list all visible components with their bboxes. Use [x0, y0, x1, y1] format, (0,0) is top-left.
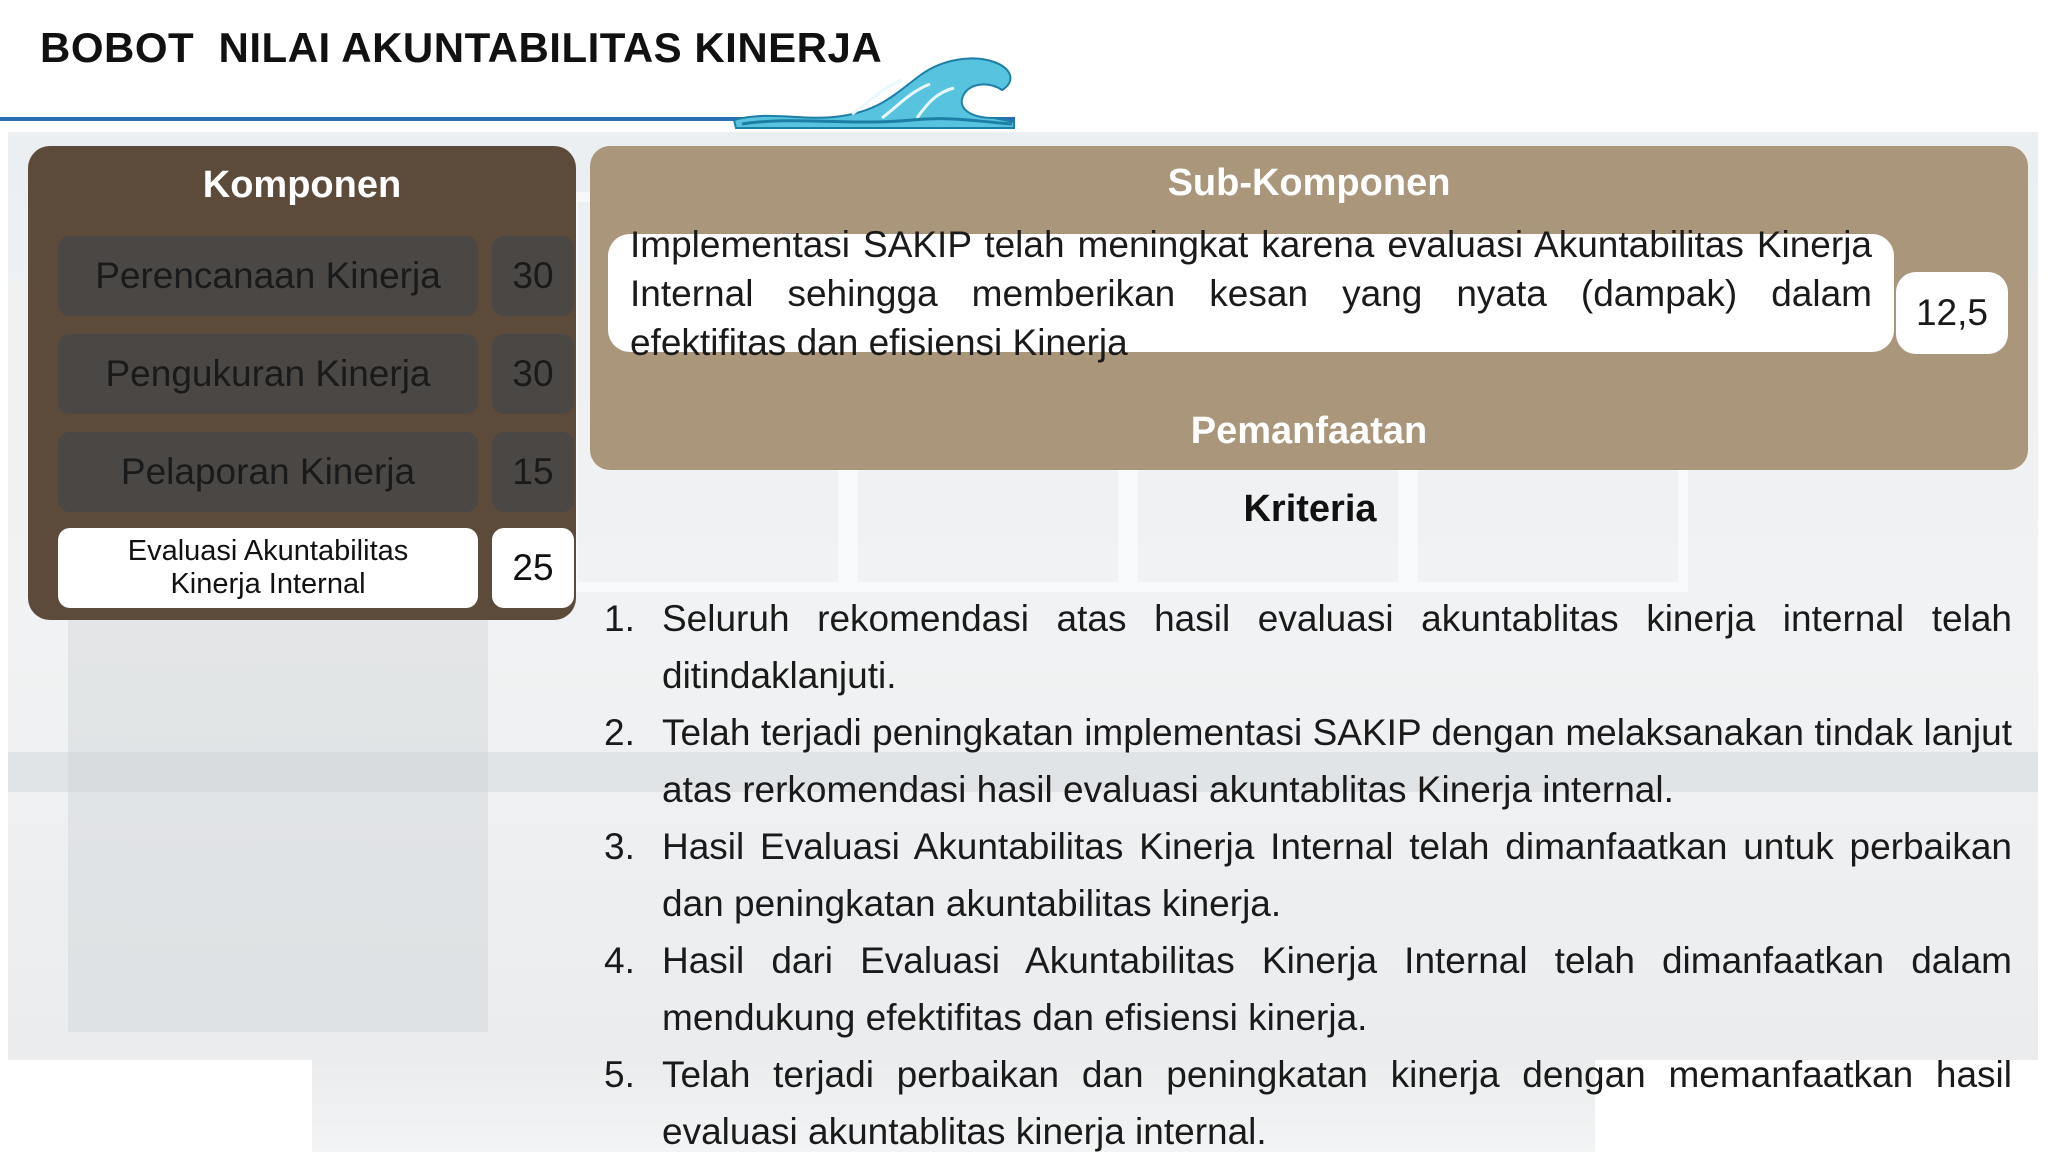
kriteria-text: Telah terjadi perbaikan dan peningkatan kinerja dengan memanfaatkan hasil evaluasi akuntablitas kinerja internal.	[662, 1054, 2012, 1152]
komponen-panel	[28, 146, 576, 620]
komponen-value: 30	[492, 334, 574, 414]
kriteria-number: 2.	[604, 712, 635, 753]
kriteria-text: Hasil dari Evaluasi Akuntabilitas Kinerja Internal telah dimanfaatkan dalam mendukung efektifitas dan efisiensi kinerja.	[662, 940, 2012, 1038]
komponen-heading: Komponen	[202, 164, 402, 206]
kriteria-item	[604, 1046, 2012, 1160]
sub-komponen-value: 12,5	[1896, 272, 2008, 354]
kriteria-heading: Kriteria	[1243, 488, 1377, 530]
komponen-value-highlighted: 25	[492, 528, 574, 608]
komponen-label: Perencanaan Kinerja	[58, 236, 478, 316]
wave-logo-icon	[732, 52, 1017, 130]
kriteria-number: 4.	[604, 940, 635, 981]
kriteria-item	[604, 590, 2012, 704]
kriteria-item	[604, 818, 2012, 932]
komponen-label: Pengukuran Kinerja	[58, 334, 478, 414]
sub-komponen-name: Pemanfaatan	[1190, 410, 1428, 452]
kriteria-item	[604, 932, 2012, 1046]
kriteria-item	[604, 704, 2012, 818]
komponen-label: Pelaporan Kinerja	[58, 432, 478, 512]
kriteria-number: 3.	[604, 826, 635, 867]
komponen-label-highlighted: Evaluasi Akuntabilitas Kinerja Internal	[58, 528, 478, 608]
sub-komponen-description-text: Implementasi SAKIP telah meningkat karena evaluasi Akuntabilitas Kinerja Internal sehingga memberikan kesan yang nyata (dampak) dalam efektifitas dan efisiensi Kinerja	[630, 223, 1872, 363]
kriteria-number: 1.	[604, 598, 635, 639]
kriteria-text: Seluruh rekomendasi atas hasil evaluasi akuntablitas kinerja internal telah ditindaklanjuti.	[662, 598, 2012, 696]
kriteria-list	[604, 590, 2012, 1160]
komponen-value: 15	[492, 432, 574, 512]
title: BOBOT NILAI AKUNTABILITAS KINERJA	[40, 24, 883, 71]
kriteria-text: Telah terjadi peningkatan implementasi SAKIP dengan melaksanakan tindak lanjut atas rerkomendasi hasil evaluasi akuntablitas Kinerja internal.	[662, 712, 2012, 810]
sub-komponen-description	[608, 223, 1894, 363]
kriteria-number: 5.	[604, 1054, 635, 1095]
sub-komponen-panel	[590, 146, 2028, 470]
komponen-value: 30	[492, 236, 574, 316]
kriteria-text: Hasil Evaluasi Akuntabilitas Kinerja Internal telah dimanfaatkan untuk perbaikan dan peningkatan akuntabilitas kinerja.	[662, 826, 2012, 924]
sub-komponen-heading: Sub-Komponen	[1167, 162, 1451, 204]
